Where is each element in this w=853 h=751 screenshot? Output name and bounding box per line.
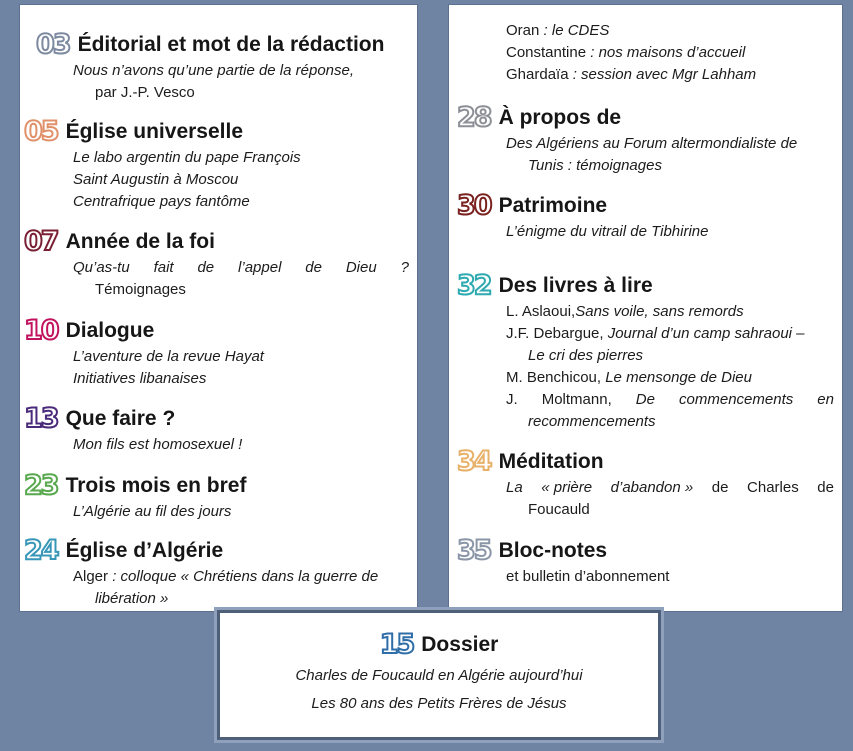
article-line: Témoignages	[95, 281, 186, 298]
place: Ghardaïa	[506, 66, 569, 83]
word: Dieu	[345, 259, 377, 276]
toc-right-column	[449, 5, 842, 611]
page-number: 03	[36, 29, 70, 60]
book-title: commencements	[679, 391, 794, 408]
book-line	[506, 323, 834, 345]
toc-entry-eglise-universelle[interactable]	[20, 117, 417, 213]
article-line: Tunis : témoignages	[528, 157, 662, 174]
topic: : le CDES	[539, 22, 610, 39]
page-number: 35	[457, 535, 491, 566]
word: La	[506, 479, 523, 496]
article-line: L’énigme du vitrail de Tibhirine	[506, 223, 709, 240]
page-number: 10	[24, 315, 58, 346]
book-title: Le mensonge de Dieu	[605, 369, 752, 386]
section-title: Église universelle	[65, 120, 244, 143]
article-line: L’Algérie au fil des jours	[73, 503, 232, 520]
page-number: 05	[24, 116, 58, 147]
topic: : session avec Mgr Lahham	[568, 66, 757, 83]
topic: : nos maisons d’accueil	[586, 44, 746, 61]
author: J.F. Debargue,	[506, 325, 608, 342]
toc-entry-editorial[interactable]	[20, 30, 417, 104]
book-line: Le cri des pierres	[528, 347, 644, 364]
article-line: Mon fils est homosexuel !	[73, 436, 243, 453]
toc-entry-eglise-algerie-cont[interactable]	[449, 20, 842, 86]
word: de	[817, 479, 834, 496]
book-line	[506, 301, 834, 323]
word: fait	[153, 259, 174, 276]
book-title: Journal d’un camp sahraoui –	[607, 325, 805, 342]
article-line: par J.-P. Vesco	[95, 84, 195, 101]
word: de	[197, 259, 215, 276]
toc-entry-meditation[interactable]	[449, 447, 842, 521]
section-title: Méditation	[498, 450, 604, 473]
toc-entry-annee-foi[interactable]	[20, 227, 417, 301]
word: de	[305, 259, 322, 276]
word: d’abandon »	[610, 479, 694, 496]
toc-entry-trois-mois[interactable]	[20, 471, 417, 523]
article-line: Le labo argentin du pape François	[73, 149, 301, 166]
toc-left-column	[20, 5, 417, 611]
toc-entry-a-propos[interactable]	[449, 103, 842, 177]
page-number: 34	[457, 446, 491, 477]
author: Moltmann,	[541, 391, 612, 408]
place: Alger	[73, 568, 109, 585]
section-title: Des livres à lire	[498, 274, 653, 297]
section-title: Que faire ?	[65, 407, 176, 430]
word: ?	[400, 259, 409, 276]
place: Oran	[506, 22, 540, 39]
article-line: Foucauld	[528, 501, 590, 518]
article-line: Des Algériens au Forum altermondialiste de	[506, 135, 798, 152]
page-number: 13	[24, 403, 58, 434]
article-line	[506, 42, 834, 64]
article-line	[506, 477, 834, 499]
toc-entry-dialogue[interactable]	[20, 316, 417, 390]
topic: : colloque « Chrétiens dans la guerre de	[108, 568, 379, 585]
word: Charles	[747, 479, 799, 496]
article-line: Saint Augustin à Moscou	[73, 171, 239, 188]
section-title: Éditorial et mot de la rédaction	[77, 33, 385, 56]
page-number: 24	[24, 535, 58, 566]
article-line: Charles de Foucauld en Algérie aujourd’hui	[295, 667, 583, 684]
toc-entry-eglise-algerie[interactable]	[20, 536, 417, 610]
author: M. Benchicou,	[506, 369, 606, 386]
article-line: Nous n’avons qu’une partie de la réponse,	[73, 62, 355, 79]
book-line	[506, 389, 834, 411]
page-number: 30	[457, 190, 491, 221]
toc-entry-bloc-notes[interactable]	[449, 536, 842, 588]
section-title: Dossier	[421, 633, 499, 656]
article-line: et bulletin d’abonnement	[506, 568, 670, 585]
place: Constantine	[506, 44, 587, 61]
section-title: Dialogue	[65, 319, 155, 342]
article-line	[506, 20, 834, 42]
article-line: Centrafrique pays fantôme	[73, 193, 250, 210]
toc-dossier-box[interactable]	[220, 613, 658, 737]
book-title: De	[635, 391, 655, 408]
book-title: en	[817, 391, 834, 408]
book-line	[506, 367, 834, 389]
article-line	[506, 64, 834, 86]
toc-entry-livres[interactable]	[449, 271, 842, 433]
word: l’appel	[238, 259, 282, 276]
book-title: Sans voile, sans remords	[575, 303, 744, 320]
article-line: Initiatives libanaises	[73, 370, 207, 387]
article-line	[73, 566, 409, 588]
word: de	[711, 479, 729, 496]
page-number: 32	[457, 270, 491, 301]
article-line: libération »	[95, 590, 169, 607]
word: Qu’as-tu	[73, 259, 130, 276]
section-title: Église d’Algérie	[65, 539, 224, 562]
page-number: 23	[24, 470, 58, 501]
author: L. Aslaoui,	[506, 303, 576, 320]
article-line	[73, 257, 409, 279]
toc-entry-que-faire[interactable]	[20, 404, 417, 456]
article-line: L’aventure de la revue Hayat	[73, 348, 264, 365]
book-line: recommencements	[528, 413, 656, 430]
section-title: Patrimoine	[498, 194, 608, 217]
article-line: Les 80 ans des Petits Frères de Jésus	[311, 695, 567, 712]
page-number: 07	[24, 226, 58, 257]
page-number: 28	[457, 102, 491, 133]
section-title: Bloc-notes	[498, 539, 608, 562]
toc-entry-patrimoine[interactable]	[449, 191, 842, 243]
section-title: Trois mois en bref	[65, 474, 247, 497]
section-title: À propos de	[498, 106, 622, 129]
page-number: 15	[379, 629, 414, 660]
word: « prière	[541, 479, 593, 496]
author: J.	[506, 391, 518, 408]
section-title: Année de la foi	[65, 230, 215, 253]
